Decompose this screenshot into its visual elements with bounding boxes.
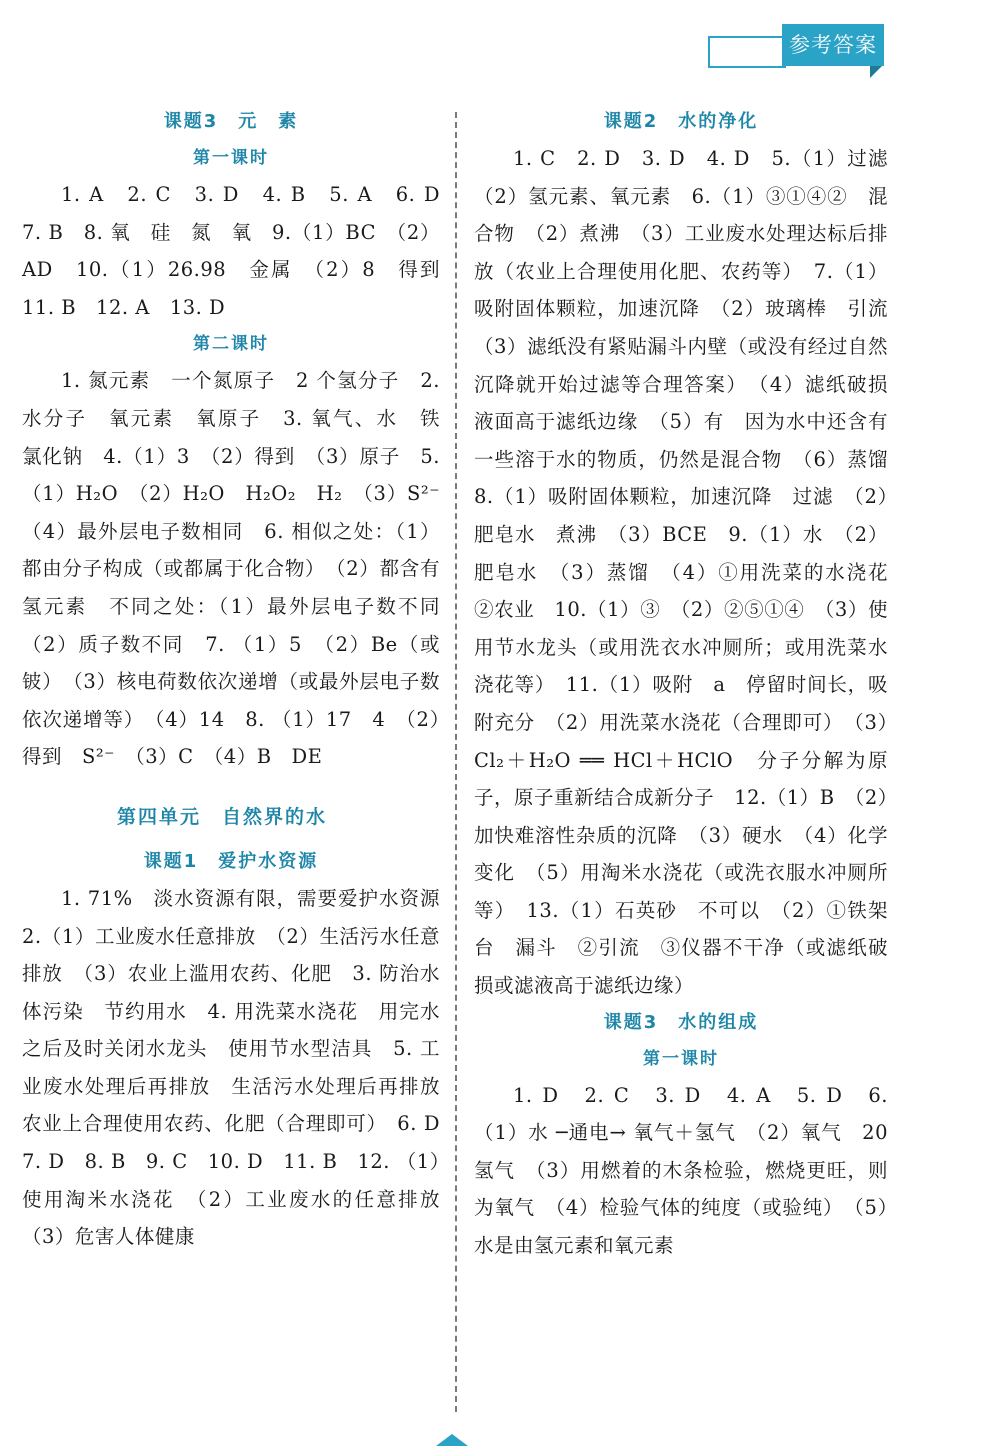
lesson3-period1-answers: 1. A 2. C 3. D 4. B 5. A 6. D 7. B 8. 氧 硅 氮 氧 9.（1）BC （2）AD 10.（1）26.98 金属 （2）8 得到 11. B 12. A 13. D: [22, 183, 461, 319]
lesson3-element-title: 课题3 元 素: [163, 111, 299, 132]
unit4-title: 第四单元 自然界的水: [117, 805, 328, 828]
lesson3-period1-heading: 第一课时: [193, 148, 269, 168]
answer-key-tab: [708, 24, 882, 66]
lesson3-water-title: 课题3 水的组成: [603, 1011, 759, 1033]
lesson3-water-period1-heading: 第一课时: [643, 1048, 719, 1069]
tab-fold-corner: [870, 66, 882, 78]
tab-label: 参考答案: [782, 24, 884, 66]
lesson1-title: 课题1 爱护水资源: [143, 850, 319, 872]
left-column: [22, 104, 461, 1256]
right-column: [474, 104, 909, 1265]
column-divider: [455, 112, 457, 1412]
lesson2-answers: 1. C 2. D 3. D 4. D 5.（1）过滤 （2）氢元素、氧元素 6.（1）③①④② 混合物 （2）煮沸 （3）工业废水处理达标后排放（农业上合理使用化肥、农药等） 7.（1）吸附固体颗粒，加速沉降 （2）玻璃棒 引流 （3）滤纸没有紧贴漏斗内壁（或没有经过自然沉降就开始过滤等合理答案） （4）滤纸破损 液面高于滤纸边缘 （5）有 因为水中还含有一些溶于水的物质，仍然是混合物 （6）蒸馏 8.（1）吸附固体颗粒，加速沉降 过滤 （2）肥皂水 煮沸 （3）BCE 9.（1）水 （2）肥皂水 （3）蒸馏 （4）①用洗菜的水浇花 ②农业 10.（1）③ （2）②⑤①④ （3）使用节水龙头（或用洗衣水冲厕所；或用洗菜水浇花等） 11.（1）吸附 a 停留时间长，吸附充分 （2）用洗菜水浇花（合理即可） （3）Cl₂＋H₂O ══ HCl＋HClO 分子分解为原子，原子重新结合成新分子 12.（1）B （2）加快难溶性杂质的沉降 （3）硬水 （4）化学变化 （5）用淘米水浇花（或洗衣服水冲厕所等） 13.（1）石英砂 不可以 （2）①铁架台 漏斗 ②引流 ③仪器不干净（或滤纸破损或滤液高于滤纸边缘）: [474, 147, 909, 998]
lesson3-period2-heading: 第二课时: [193, 334, 269, 355]
page-marker-triangle: [436, 1434, 468, 1446]
tab-outline: [708, 36, 786, 68]
lesson1-answers: 1. 71% 淡水资源有限，需要爱护水资源 2.（1）工业废水任意排放 （2）生活污水任意排放 （3）农业上滥用农药、化肥 3. 防治水体污染 节约用水 4. 用洗菜水浇花 用完水之后及时关闭水龙头 使用节水型洁具 5. 工业废水处理后再排放 生活污水处理后再排放 农业上合理使用农药、化肥（合理即可） 6. D 7. D 8. B 9. C 10. D 11. B 12. （1）使用淘米水浇花 （2）工业废水的任意排放 （3）危害人体健康: [22, 886, 461, 1249]
lesson2-title: 课题2 水的净化: [603, 111, 759, 132]
lesson3-period2-answers: 1. 氮元素 一个氮原子 2 个氢分子 2. 水分子 氧元素 氧原子 3. 氧气、水 铁 氯化钠 4.（1）3 （2）得到 （3）原子 5. （1）H₂O （2）H₂O H₂O₂ H₂ （3）S²⁻ （4）最外层电子数相同 6. 相似之处：（1）都由分子构成（或都属于化合物） （2）都含有氢元素 不同之处：（1）最外层电子数不同 （2）质子数不同 7. （1）5 （2）Be（或铍） （3）核电荷数依次递增（或最外层电子数依次递增等） （4）14 8. （1）17 4 （2）得到 S²⁻ （3）C （4）B DE: [22, 369, 461, 769]
lesson3-water-period1-answers: 1. D 2. C 3. D 4. A 5. D 6. （1）水 ─通电→ 氧气＋氢气 （2）氧气 20 氢气 （3）用燃着的木条检验，燃烧更旺，则为氧气 （4）检验气体的纯度（或验纯） （5）水是由氢元素和氧元素: [474, 1083, 909, 1258]
